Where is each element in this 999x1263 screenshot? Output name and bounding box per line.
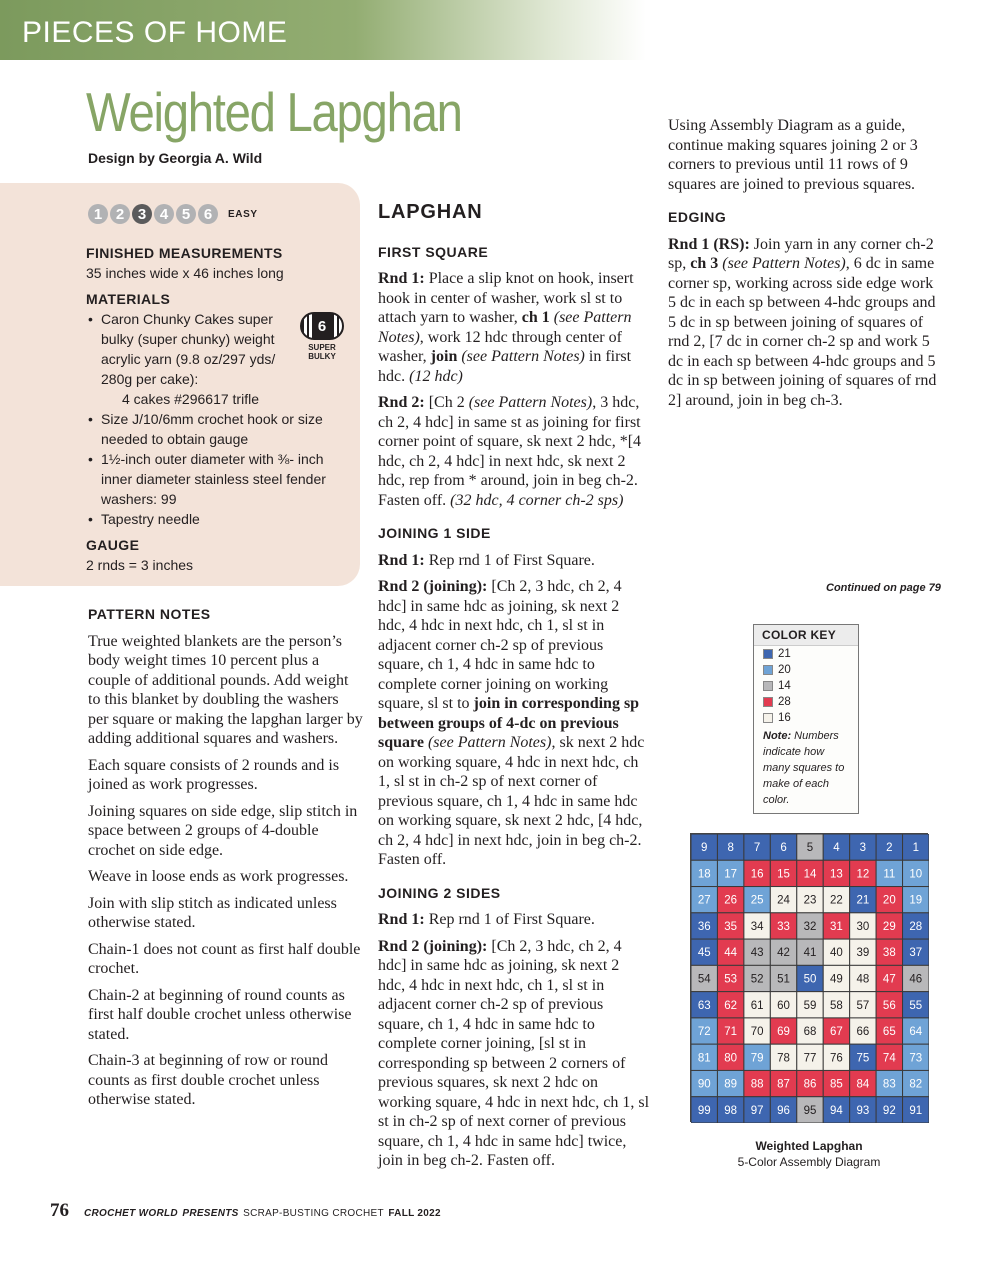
color-swatch [763, 681, 773, 691]
footer-issue: FALL 2022 [388, 1208, 441, 1219]
joining-1-side-rnd1: Rnd 1: Rep rnd 1 of First Square. [378, 551, 595, 569]
diagram-square-number: 86 [803, 1078, 817, 1091]
diagram-square-number: 73 [909, 1052, 923, 1065]
materials-item: • Tapestry needle [86, 509, 348, 529]
diagram-square-number: 90 [697, 1078, 711, 1091]
diagram-square-number: 83 [882, 1078, 896, 1091]
color-key-entries [754, 646, 858, 726]
lapghan-instructions [378, 203, 650, 1178]
diagram-square-number: 53 [724, 973, 738, 986]
diagram-square-number: 25 [750, 894, 764, 907]
diagram-square-number: 35 [724, 920, 738, 933]
diagram-caption-title: Weighted Lapghan [755, 1139, 863, 1153]
diagram-square-number: 7 [753, 842, 761, 855]
materials-item: • Caron Chunky Cakes super bulky (super chunky) weight acrylic yarn (9.8 oz/297 yds/ 280g per cake): [86, 309, 348, 389]
diagram-square-number: 2 [886, 842, 893, 855]
edging-heading: EDGING [668, 209, 727, 225]
joining-2-sides-heading: JOINING 2 SIDES [378, 884, 501, 901]
diagram-square-number: 50 [803, 973, 817, 986]
first-square-heading: FIRST SQUARE [378, 243, 489, 260]
diagram-square-number: 47 [882, 973, 896, 986]
diagram-square-number: 37 [909, 947, 923, 960]
diagram-square-number: 98 [724, 1104, 738, 1117]
color-key-title: COLOR KEY [754, 625, 858, 646]
diagram-square-number: 94 [830, 1104, 843, 1117]
diagram-square-number: 36 [697, 920, 711, 933]
skein-icon [300, 312, 344, 342]
diagram-square-number: 29 [882, 920, 896, 933]
section-label: PIECES OF HOME [22, 16, 288, 49]
diagram-square-number: 71 [724, 1026, 738, 1039]
first-square-rnd2: Rnd 2: [Ch 2 (see Pattern Notes), 3 hdc, ch 2, 4 hdc] in same st as joining for first corner point of square, sk next 2 hdc, *[4 hdc, ch 2, 4 hdc] in next hdc, sk next 2 hdc, rep from * around, join in beg ch-2. Fasten off. (32 hdc, 4 corner ch-2 sps) [378, 394, 642, 509]
diagram-square-number: 65 [882, 1026, 896, 1039]
diagram-square-number: 56 [882, 999, 896, 1012]
diagram-square-number: 67 [830, 1026, 843, 1039]
diagram-square-number: 9 [701, 842, 708, 855]
diagram-square-number: 54 [697, 973, 711, 986]
color-key-entry [754, 646, 858, 662]
diagram-square-number: 8 [727, 842, 734, 855]
diagram-square-number: 79 [750, 1052, 764, 1065]
edging-rnd1: Rnd 1 (RS): Join yarn in any corner ch-2 sp, ch 3 (see Pattern Notes), 6 dc in same corner sp, working across side edge work 5 dc in each sp between 4-hdc groups and 5 dc in sp between joining of squares of rnd 2, [7 dc in corner ch-2 sp and work 5 dc in each sp between 4-hdc groups and 5 dc in sp between joining of squares of rnd 2] around, join in beg ch-3. [668, 235, 937, 409]
diagram-square-number: 70 [750, 1026, 764, 1039]
diagram-square-number: 41 [803, 947, 817, 960]
diagram-square-number: 23 [803, 894, 817, 907]
diagram-square-number: 82 [909, 1078, 923, 1091]
diagram-square-number: 38 [882, 947, 896, 960]
lapghan-heading: LAPGHAN [378, 201, 483, 223]
diagram-square-number: 95 [803, 1104, 817, 1117]
diagram-square-number: 88 [750, 1078, 764, 1091]
yarn-weight-number: 6 [312, 314, 332, 338]
diagram-square-number: 52 [750, 973, 764, 986]
byline-prefix: Design by [88, 150, 155, 166]
yarn-weight-label: SUPER BULKY [308, 343, 336, 361]
materials-item: • Size J/10/6mm crochet hook or size needed to obtain gauge [86, 409, 348, 449]
diagram-square-number: 91 [909, 1104, 923, 1117]
diagram-square-number: 22 [830, 894, 843, 907]
diagram-square-number: 27 [697, 894, 711, 907]
diagram-square-number: 44 [724, 947, 738, 960]
diagram-square-number: 31 [830, 920, 843, 933]
diagram-square-number: 43 [750, 947, 764, 960]
byline [88, 150, 262, 166]
gauge-text: 2 rnds = 3 inches [86, 557, 194, 573]
diagram-square-number: 63 [697, 999, 711, 1012]
diagram-square-number: 10 [909, 868, 923, 881]
diagram-square-number: 60 [777, 999, 790, 1012]
diagram-square-number: 1 [912, 842, 919, 855]
page-title: Weighted Lapghan [86, 81, 462, 143]
section-banner [0, 0, 646, 60]
color-count: 14 [778, 680, 791, 692]
diagram-caption [690, 1138, 928, 1170]
joining-1-side-rnd2: Rnd 2 (joining): [Ch 2, 3 hdc, ch 2, 4 hdc] in same hdc as joining, sk next 2 hdc, 4 hdc in next hdc, ch 1, sl st in adjacent corner ch-2 sp of previous square, ch 1, 4 hdc in same hdc to complete corner joining on working square, sl st to join in corresponding sp between groups of 4-dc on previous square (see Pattern Notes), sk next 2 hdc on working square, 4 hdc in next hdc, ch 1, sl st in ch-2 sp of next corner of previous square, ch 1, 4 hdc in same hdc on working square, sk next 2 hdc, [4 hdc, ch 2, 4 hdc] in next hdc, join in beg ch-2. Fasten off. [378, 578, 645, 868]
skill-level-2: 2 [110, 204, 130, 224]
gauge-heading: GAUGE [86, 537, 140, 553]
color-swatch [763, 665, 773, 675]
diagram-square-number: 45 [697, 947, 711, 960]
first-square-rnd1: Rnd 1: Place a slip knot on hook, insert hook in center of washer, work sl st to attach yarn to washer, ch 1 (see Pattern Notes), work 12 hdc through center of washer, join (see Pattern Notes) in first hdc. (12 hdc) [378, 270, 634, 385]
diagram-square-number: 72 [697, 1026, 711, 1039]
diagram-square-number: 15 [777, 868, 790, 881]
pattern-note: Join with slip stitch as indicated unless otherwise stated. [88, 894, 337, 931]
diagram-square-number: 26 [724, 894, 738, 907]
diagram-square-number: 58 [830, 999, 843, 1012]
skill-level-6: 6 [198, 204, 218, 224]
page-number: 76 [50, 1200, 69, 1221]
color-swatch [763, 713, 773, 723]
pattern-note: Weave in loose ends as work progresses. [88, 868, 349, 885]
diagram-square-number: 21 [856, 894, 870, 907]
diagram-square-number: 16 [750, 868, 764, 881]
lapghan-instructions-continued [668, 116, 942, 417]
diagram-square-number: 80 [724, 1052, 738, 1065]
skill-level-indicator [88, 204, 258, 224]
diagram-square-number: 78 [777, 1052, 790, 1065]
diagram-square-number: 11 [883, 868, 896, 881]
joining-2-sides-rnd1: Rnd 1: Rep rnd 1 of First Square. [378, 911, 595, 928]
diagram-square-number: 5 [806, 842, 814, 855]
diagram-square-number: 19 [909, 894, 923, 907]
materials-item: 4 cakes #296617 trifle [122, 391, 259, 407]
joining-1-side-heading: JOINING 1 SIDE [378, 525, 491, 541]
diagram-square-number: 77 [803, 1052, 817, 1065]
continued-note: Continued on page 79 [826, 582, 941, 594]
skill-level-4: 4 [154, 204, 174, 224]
diagram-square-number: 12 [856, 868, 870, 881]
diagram-square-number: 92 [882, 1104, 896, 1117]
diagram-square-number: 55 [909, 999, 923, 1012]
page-footer [50, 1200, 441, 1222]
skill-level-5: 5 [176, 204, 196, 224]
diagram-caption-subtitle: 5-Color Assembly Diagram [737, 1155, 881, 1169]
diagram-square-number: 97 [750, 1104, 764, 1117]
diagram-square-number: 99 [697, 1104, 711, 1117]
materials-info [86, 243, 348, 575]
diagram-square-number: 14 [803, 868, 817, 881]
diagram-square-number: 57 [856, 999, 870, 1012]
assembly-instructions: Using Assembly Diagram as a guide, continue making squares joining 2 or 3 corners to previous until 11 rows of 9 squares are joined to previous squares. [668, 117, 918, 193]
materials-item: • 1½-inch outer diameter with ⅜- inch inner diameter stainless steel fender washers: 99 [86, 449, 348, 509]
diagram-square-number: 75 [856, 1052, 870, 1065]
diagram-square-number: 69 [777, 1026, 790, 1039]
diagram-square-number: 96 [777, 1104, 790, 1117]
diagram-square-number: 3 [859, 842, 867, 855]
diagram-square-number: 51 [777, 973, 790, 986]
color-swatch [763, 697, 773, 707]
diagram-square-number: 30 [856, 920, 870, 933]
diagram-square-number: 33 [777, 920, 790, 933]
diagram-square-number: 85 [830, 1078, 843, 1091]
color-key-entry [754, 662, 858, 678]
diagram-square-number: 40 [830, 947, 843, 960]
diagram-square-number: 93 [856, 1104, 870, 1117]
finished-measurements-text: 35 inches wide x 46 inches long [86, 265, 284, 281]
color-count: 16 [778, 712, 791, 724]
diagram-square-number: 81 [697, 1052, 711, 1065]
footer-publication: SCRAP-BUSTING CROCHET [243, 1208, 384, 1219]
skill-label: EASY [228, 208, 258, 220]
diagram-square-number: 74 [882, 1052, 896, 1065]
diagram-square-number: 17 [724, 868, 738, 881]
color-count: 21 [778, 648, 791, 660]
materials-heading: MATERIALS [86, 291, 171, 307]
diagram-square-number: 13 [830, 868, 843, 881]
pattern-note: Chain-2 at beginning of round counts as first half double crochet unless otherwise stated. [88, 986, 352, 1043]
color-key-note: Note: Numbers indicate how many squares to make of each color. [763, 730, 845, 806]
diagram-square-number: 59 [803, 999, 817, 1012]
diagram-square-number: 4 [833, 842, 840, 855]
designer-name: Georgia A. Wild [158, 150, 263, 166]
assembly-diagram [690, 833, 928, 1122]
pattern-note: True weighted blankets are the person’s body weight times 10 percent plus a couple of additional pounds. Add weight to this blanket by doubling the washers per square or making the lapghan larger by adding additional squares and washers. [88, 632, 363, 747]
footer-brand: CROCHET WORLD [84, 1208, 178, 1219]
finished-measurements-heading: FINISHED MEASUREMENTS [86, 245, 283, 261]
pattern-note: Chain-1 does not count as first half double crochet. [88, 940, 361, 977]
diagram-square-number: 28 [909, 920, 923, 933]
skill-level-1: 1 [88, 204, 108, 224]
pattern-note: Each square consists of 2 rounds and is joined as work progresses. [88, 756, 340, 793]
diagram-square-number: 62 [724, 999, 738, 1012]
color-count: 20 [778, 664, 791, 676]
diagram-square-number: 66 [856, 1026, 870, 1039]
diagram-square-number: 68 [803, 1026, 817, 1039]
joining-2-sides-rnd2: Rnd 2 (joining): [Ch 2, 3 hdc, ch 2, 4 hdc] in same hdc as joining, sk next 2 hdc, 4 hdc in next hdc, ch 1, sl st in adjacent corner ch-2 sp of previous square, ch 1, 4 hdc in same hdc to complete corner joining, [sl st in corresponding sp between 2 corners of previous squares, sk next 2 hdc on working square, 4 hdc in next hdc, ch 1, sl st in ch-2 sp of next corner of previous square, ch 1, 4 hdc in same hdc] twice, join in beg ch-2. Fasten off. [378, 937, 650, 1169]
color-count: 28 [778, 696, 791, 708]
color-key [753, 624, 859, 814]
diagram-square-number: 76 [830, 1052, 843, 1065]
yarn-weight-icon [297, 312, 347, 361]
color-swatch [763, 649, 773, 659]
pattern-notes [88, 605, 363, 1117]
pattern-notes-heading: PATTERN NOTES [88, 606, 211, 622]
diagram-square-number: 34 [750, 920, 764, 933]
diagram-square-number: 24 [777, 894, 790, 907]
diagram-square-number: 61 [750, 999, 764, 1012]
diagram-square-number: 39 [856, 947, 870, 960]
diagram-square-number: 18 [697, 868, 711, 881]
diagram-square-number: 20 [882, 894, 896, 907]
diagram-square-number: 48 [856, 973, 870, 986]
diagram-square-number: 6 [780, 842, 787, 855]
pattern-note: Joining squares on side edge, slip stitch in space between 2 groups of 4-double crochet on side edge. [88, 802, 358, 859]
footer-presents: PRESENTS [182, 1208, 239, 1219]
diagram-square-number: 49 [830, 973, 843, 986]
color-key-entry [754, 710, 858, 726]
diagram-square-number: 32 [803, 920, 817, 933]
color-key-entry [754, 694, 858, 710]
diagram-square-number: 42 [777, 947, 790, 960]
diagram-square-number: 64 [909, 1026, 923, 1039]
color-key-entry [754, 678, 858, 694]
skill-level-3: 3 [132, 204, 152, 224]
diagram-square-number: 89 [724, 1078, 738, 1091]
diagram-square-number: 46 [909, 973, 923, 986]
pattern-note: Chain-3 at beginning of row or round counts as first double crochet unless otherwise stated. [88, 1052, 328, 1108]
diagram-square-number: 87 [777, 1078, 790, 1091]
diagram-square-number: 84 [856, 1078, 870, 1091]
